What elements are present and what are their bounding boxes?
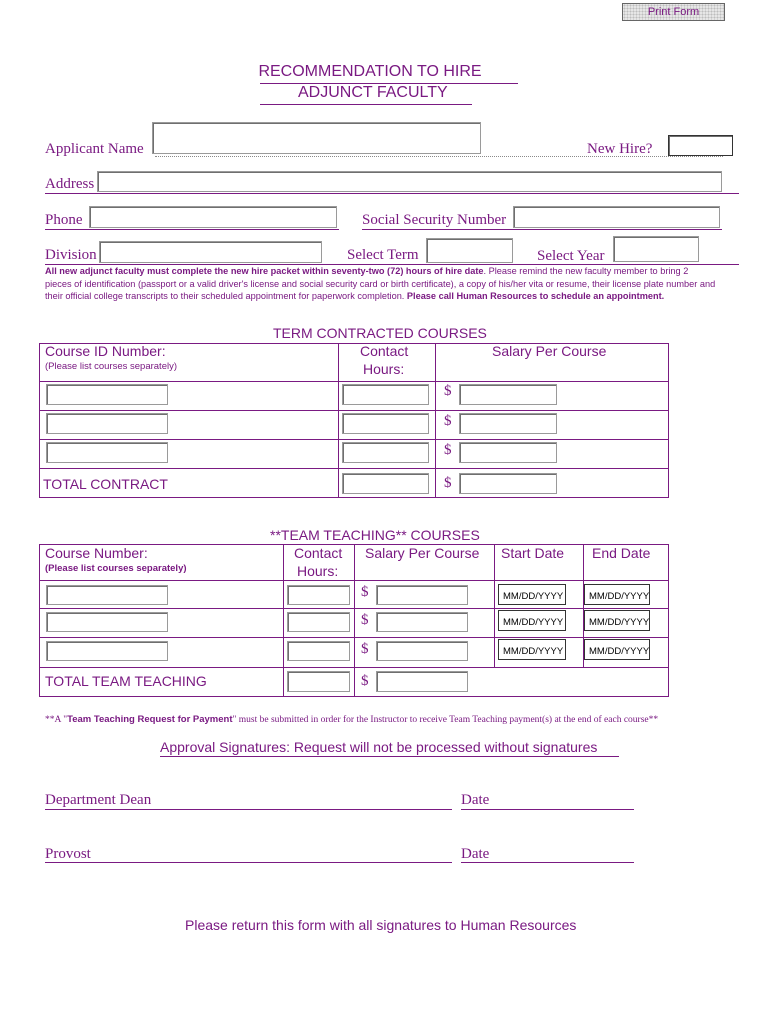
- notice-bold-3: Please call Human Resources to schedule an appointment.: [406, 291, 665, 301]
- department-dean-signature-line[interactable]: [45, 809, 452, 810]
- team-total-salary-input[interactable]: [376, 671, 468, 692]
- dean-date-label: Date: [461, 792, 490, 808]
- team-start-date-2[interactable]: MM/DD/YYYY: [498, 610, 566, 631]
- ssn-label: Social Security Number: [362, 212, 507, 228]
- team-start-date-3[interactable]: MM/DD/YYYY: [498, 639, 566, 660]
- term-col-divider-2: [435, 343, 436, 498]
- term-currency-2: $: [444, 413, 452, 429]
- team-row-line-3: [39, 667, 669, 668]
- phone-line: [45, 229, 339, 230]
- team-courses-title: **TEAM TEACHING** COURSES: [270, 527, 480, 543]
- new-hire-notice: [45, 265, 745, 303]
- division-input[interactable]: [99, 241, 322, 263]
- notice-bold-1: All new adjunct faculty must complete the new hire packet within seventy-two (72) hours of hire date: [45, 266, 484, 276]
- title-line-1: RECOMMENDATION TO HIRE: [258, 63, 482, 80]
- team-salary-input-2[interactable]: [376, 612, 468, 632]
- ssn-input[interactable]: [513, 206, 720, 228]
- term-col-divider-1: [338, 343, 339, 498]
- team-end-date-2[interactable]: MM/DD/YYYY: [584, 610, 650, 631]
- select-year-dropdown[interactable]: [613, 236, 699, 262]
- contact-hours-header-1: Contact: [360, 343, 409, 359]
- notice-text-1: . Please remind the new faculty member to bring 2: [483, 266, 689, 276]
- team-note-bold: Team Teaching Request for Payment: [67, 714, 233, 725]
- address-line: [45, 193, 739, 194]
- team-teaching-note: [45, 714, 658, 725]
- division-label: Division: [45, 247, 97, 263]
- team-salary-input-3[interactable]: [376, 641, 468, 661]
- term-row-line-3: [39, 468, 669, 469]
- team-contact-header-1: Contact: [294, 545, 343, 561]
- term-salary-input-1[interactable]: [459, 384, 557, 405]
- team-salary-header: Salary Per Course: [365, 545, 480, 561]
- term-hours-input-3[interactable]: [342, 442, 429, 463]
- start-date-header: Start Date: [501, 545, 565, 561]
- course-id-header: Course ID Number:: [45, 343, 166, 359]
- select-term-dropdown[interactable]: [426, 238, 513, 263]
- team-note-suffix: " must be submitted in order for the Instructor to receive Team Teaching payment(s) at the end of each course**: [232, 715, 659, 725]
- team-hours-input-1[interactable]: [287, 585, 350, 605]
- team-col-divider-1: [283, 544, 284, 697]
- phone-input[interactable]: [89, 206, 337, 228]
- team-start-date-1[interactable]: MM/DD/YYYY: [498, 584, 566, 605]
- approval-title-underline: [160, 756, 619, 757]
- dean-date-line[interactable]: [461, 809, 634, 810]
- contact-hours-header-2: Hours:: [363, 361, 405, 377]
- course-number-header: Course Number:: [45, 545, 148, 561]
- term-hours-input-2[interactable]: [342, 413, 429, 434]
- course-id-note: (Please list courses separately): [45, 361, 177, 372]
- term-currency-3: $: [444, 442, 452, 458]
- term-salary-input-3[interactable]: [459, 442, 557, 463]
- team-course-input-1[interactable]: [46, 585, 168, 605]
- department-dean-label: Department Dean: [45, 792, 152, 808]
- team-col-divider-2: [354, 544, 355, 697]
- provost-signature-line[interactable]: [45, 862, 452, 863]
- provost-date-line[interactable]: [461, 862, 634, 863]
- address-input[interactable]: [97, 171, 722, 192]
- course-number-note: (Please list courses separately): [45, 563, 187, 574]
- team-course-input-3[interactable]: [46, 641, 168, 661]
- team-salary-input-1[interactable]: [376, 585, 468, 605]
- term-row-line-2: [39, 439, 669, 440]
- team-contact-header-2: Hours:: [297, 563, 339, 579]
- total-contract-salary-input[interactable]: [459, 473, 557, 494]
- provost-date-label: Date: [461, 846, 490, 862]
- address-label: Address: [45, 176, 95, 192]
- team-currency-2: $: [361, 612, 369, 628]
- salary-per-course-header: Salary Per Course: [492, 343, 607, 359]
- team-hours-input-3[interactable]: [287, 641, 350, 661]
- return-instructions: Please return this form with all signatures to Human Resources: [185, 917, 577, 933]
- term-salary-input-2[interactable]: [459, 413, 557, 434]
- term-courses-title: TERM CONTRACTED COURSES: [273, 325, 487, 341]
- notice-line-3: [45, 290, 745, 303]
- select-term-label: Select Term: [347, 247, 419, 263]
- term-hours-input-1[interactable]: [342, 384, 429, 405]
- notice-line-2: pieces of identification (passport or a valid driver's license and social security card or birth certificate), a copy of his/her vita or resume, their license plate number and: [45, 278, 716, 289]
- term-course-input-3[interactable]: [46, 442, 168, 463]
- team-hours-input-2[interactable]: [287, 612, 350, 632]
- team-currency-3: $: [361, 641, 369, 657]
- team-course-input-2[interactable]: [46, 612, 168, 632]
- end-date-header: End Date: [592, 545, 651, 561]
- total-contract-hours-input[interactable]: [342, 473, 429, 494]
- team-note-prefix: **A ": [45, 715, 68, 725]
- team-currency-1: $: [361, 584, 369, 600]
- notice-text-3: their official college transcripts to their scheduled appointment for paperwork completion.: [45, 291, 407, 301]
- notice-line-1: [45, 265, 745, 278]
- applicant-name-label: Applicant Name: [45, 141, 144, 157]
- team-end-date-3[interactable]: MM/DD/YYYY: [584, 639, 650, 660]
- ssn-line: [362, 229, 722, 230]
- provost-label: Provost: [45, 846, 91, 862]
- new-hire-input[interactable]: [668, 135, 733, 156]
- term-row-line-1: [39, 410, 669, 411]
- form-title: [0, 63, 770, 81]
- team-end-date-1[interactable]: MM/DD/YYYY: [584, 584, 650, 605]
- total-contract-currency: $: [444, 475, 452, 491]
- team-row-line-1: [39, 608, 669, 609]
- total-team-teaching-label: TOTAL TEAM TEACHING: [45, 673, 207, 689]
- team-header-line: [39, 580, 669, 581]
- select-year-label: Select Year: [537, 248, 605, 264]
- approval-title: Approval Signatures: Request will not be processed without signatures: [160, 739, 598, 755]
- title-line-2: ADJUNCT FACULTY: [298, 84, 448, 101]
- title-underline-2: [260, 104, 472, 105]
- new-hire-label: New Hire?: [587, 141, 653, 157]
- term-course-input-2[interactable]: [46, 413, 168, 434]
- term-currency-1: $: [444, 383, 452, 399]
- total-contract-label: TOTAL CONTRACT: [43, 476, 168, 492]
- team-col-divider-3: [494, 544, 495, 667]
- phone-label: Phone: [45, 212, 83, 228]
- team-total-currency: $: [361, 673, 369, 689]
- term-course-input-1[interactable]: [46, 384, 168, 405]
- print-form-button[interactable]: Print Form: [622, 3, 725, 21]
- team-row-line-2: [39, 637, 669, 638]
- applicant-name-input[interactable]: [152, 122, 481, 154]
- term-header-line: [39, 381, 669, 382]
- team-total-hours-input[interactable]: [287, 671, 350, 692]
